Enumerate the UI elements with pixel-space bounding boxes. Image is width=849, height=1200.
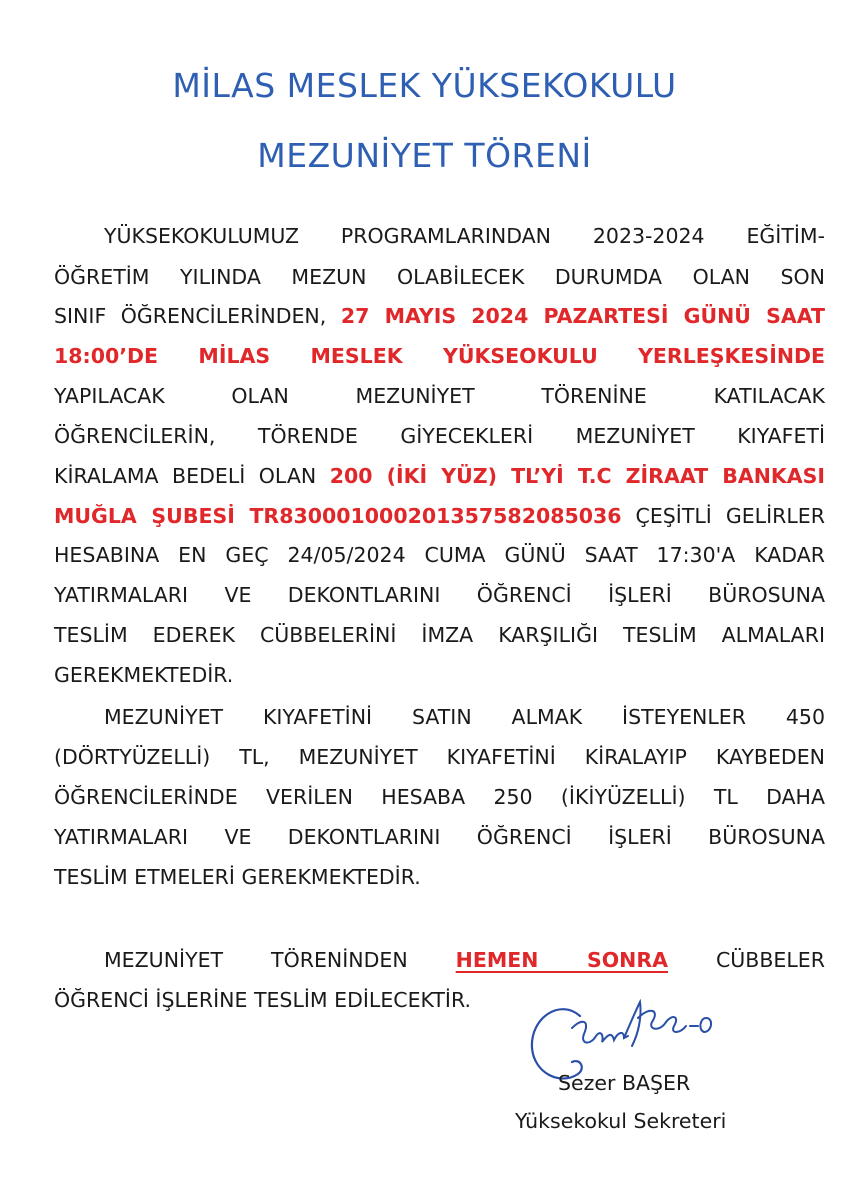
text-segment: MEZUNİYET TÖRENİNDEN (104, 948, 456, 972)
paragraph-line: GEREKMEKTEDİR. (54, 663, 234, 687)
paragraph-line: MEZUNİYET KIYAFETİNİ SATIN ALMAK İSTEYENLER 450 (104, 705, 825, 729)
ceremony-date-highlight: 27 MAYIS 2024 PAZARTESİ GÜNÜ SAAT (340, 304, 826, 328)
paragraph-line: (DÖRTYÜZELLİ) TL, MEZUNİYET KIYAFETİNİ KİRALAYIP KAYBEDEN (54, 745, 825, 769)
paragraph-line: YATIRMALARI VE DEKONTLARINI ÖĞRENCİ İŞLERİ BÜROSUNA (54, 825, 825, 849)
paragraph-line (54, 462, 825, 490)
paragraph-line: YAPILACAK OLAN MEZUNİYET TÖRENİNE KATILACAK (54, 384, 825, 408)
paragraph-line: ÖĞRENCİLERİNDE VERİLEN HESABA 250 (İKİYÜZELLİ) TL DAHA (54, 785, 825, 809)
paragraph-line (104, 946, 825, 974)
paragraph-line: TESLİM EDEREK CÜBBELERİNİ İMZA KARŞILIĞI TESLİM ALMALARI (54, 623, 825, 647)
paragraph-line (54, 502, 825, 530)
paragraph-line: HESABINA EN GEÇ 24/05/2024 CUMA GÜNÜ SAAT 17:30'A KADAR (54, 543, 825, 567)
text-segment: SINIF ÖĞRENCİLERİNDEN, (54, 304, 341, 328)
text-segment: ÇEŞİTLİ GELİRLER (621, 504, 825, 528)
text-segment: CÜBBELER (668, 948, 825, 972)
paragraph-line (54, 302, 825, 330)
paragraph-line: YATIRMALARI VE DEKONTLARINI ÖĞRENCİ İŞLERİ BÜROSUNA (54, 583, 825, 607)
ceremony-location-highlight: 18:00’DE MİLAS MESLEK YÜKSEOKULU YERLEŞKESİNDE (54, 344, 825, 368)
paragraph-line: ÖĞRENCİ İŞLERİNE TESLİM EDİLECEKTİR. (54, 988, 471, 1012)
fee-bank-highlight: 200 (İKİ YÜZ) TL’Yİ T.C ZİRAAT BANKASI (329, 464, 825, 488)
immediately-after-highlight: HEMEN SONRA (455, 948, 668, 972)
page-title-ceremony: MEZUNİYET TÖRENİ (257, 136, 592, 175)
signer-name: Sezer BAŞER (558, 1071, 691, 1095)
paragraph-line: TESLİM ETMELERİ GEREKMEKTEDİR. (54, 865, 421, 889)
page-title-institution: MİLAS MESLEK YÜKSEKOKULU (172, 66, 677, 105)
signer-title: Yüksekokul Sekreteri (515, 1109, 727, 1133)
paragraph-line: YÜKSEKOKULUMUZ PROGRAMLARINDAN 2023-2024 EĞİTİM- (104, 224, 825, 248)
paragraph-line: ÖĞRETİM YILINDA MEZUN OLABİLECEK DURUMDA OLAN SON (54, 265, 825, 289)
text-segment: KİRALAMA BEDELİ OLAN (54, 464, 330, 488)
iban-highlight: MUĞLA ŞUBESİ TR830001000201357582085036 (54, 504, 622, 528)
paragraph-line: ÖĞRENCİLERİN, TÖRENDE GİYECEKLERİ MEZUNİYET KIYAFETİ (54, 424, 825, 448)
